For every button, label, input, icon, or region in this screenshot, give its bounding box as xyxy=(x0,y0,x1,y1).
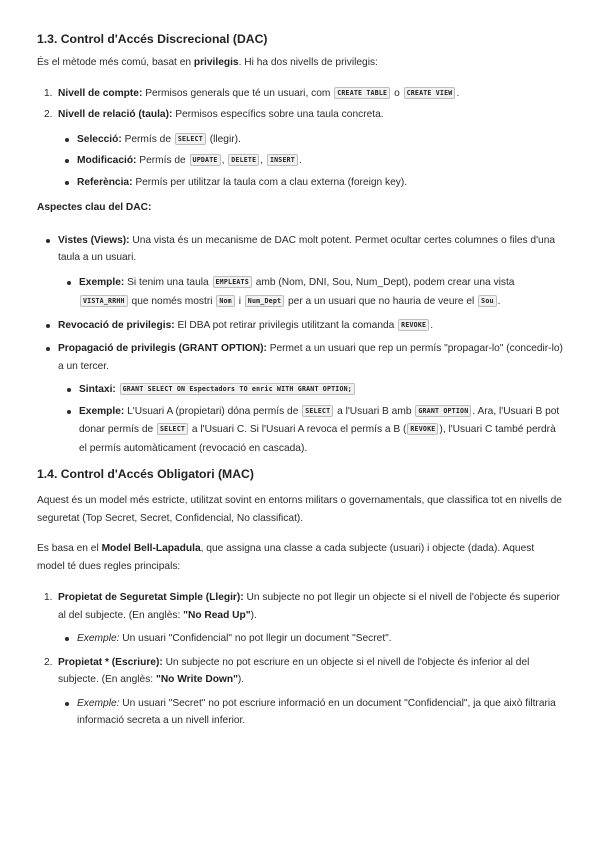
rule-tag: "No Write Down" xyxy=(155,674,238,685)
example-label: Exemple: xyxy=(77,697,120,709)
rule-example-list xyxy=(56,630,564,648)
code-nom: Nom xyxy=(216,295,235,307)
item-text: per a un usuari que no hauria de veure el xyxy=(285,295,478,307)
item-text: Una vista és un mecanisme de DAC molt potent. Permet ocultar certes columnes o files d'una taula a un usuari. xyxy=(58,234,556,263)
bullet-icon xyxy=(46,239,50,243)
list-item xyxy=(37,85,564,103)
dac-intro-text-c: . Hi ha dos nivells de privilegis: xyxy=(238,57,378,68)
item-text: a l'Usuari B amb xyxy=(334,405,415,417)
mac-paragraph-2 xyxy=(37,540,564,575)
item-text: . xyxy=(497,295,501,307)
item-text: El DBA pot retirar privilegis utilitzant la comanda xyxy=(174,319,398,331)
item-label: Vistes (Views): xyxy=(58,234,130,246)
code-create-table: CREATE TABLE xyxy=(334,87,390,99)
list-item xyxy=(58,381,564,399)
dac-aspects-list xyxy=(37,232,564,459)
item-text: ), l'Usuari C també perdrà el permís automàticament (revocació en cascada). xyxy=(79,424,556,454)
list-item xyxy=(37,340,564,458)
item-text: . xyxy=(430,319,434,331)
item-label: Nivell de relació (taula): xyxy=(58,109,173,120)
list-number: 1. xyxy=(44,592,53,603)
item-label: Referència: xyxy=(77,176,133,188)
code-grant-syntax: GRANT SELECT ON Espectadors TO enric WITH GRANT OPTION; xyxy=(120,383,355,395)
mac-rules-list xyxy=(37,589,564,730)
bullet-icon xyxy=(65,138,69,142)
item-text: Un subjecte no pot llegir un objecte si el nivell de l'objecte és superior al del subjecte. (En anglès: xyxy=(58,592,560,621)
item-text: Un subjecte no pot escriure en un objecte si el nivell de l'objecte és inferior al del subjecte. (En anglès: xyxy=(58,656,530,685)
list-number: 2. xyxy=(44,109,53,120)
item-text: . xyxy=(456,87,460,99)
code-create-view: CREATE VIEW xyxy=(404,87,456,99)
bullet-icon xyxy=(46,324,50,328)
list-item xyxy=(56,152,564,170)
bullet-icon xyxy=(67,410,71,414)
privilege-levels-list xyxy=(37,85,564,192)
mac-paragraph-1: Aquest és un model més estricte, utilitzat sovint en entorns militars o governamentals, que classifica tot en nivells de seguretat (Top Secret, Secret, Confidencial, No classificat). xyxy=(37,495,562,524)
item-text: . Ara, l'Usuari B pot donar permís de xyxy=(79,405,560,435)
code-revoke: REVOKE xyxy=(407,423,438,435)
list-item xyxy=(56,131,564,149)
list-number: 2. xyxy=(44,656,53,668)
code-select: SELECT xyxy=(157,423,188,435)
item-text: , xyxy=(221,155,228,166)
code-select: SELECT xyxy=(302,405,333,417)
code-num-dept: Num_Dept xyxy=(245,295,284,307)
propagation-sublist xyxy=(58,381,564,458)
code-delete: DELETE xyxy=(228,154,259,166)
item-label: Modificació: xyxy=(77,155,137,166)
item-label: Propietat * (Escriure): xyxy=(58,656,163,668)
item-text: Permet a un usuari que rep un permís "propagar-lo" (concedir-lo) a un tercer. xyxy=(58,343,563,372)
code-insert: INSERT xyxy=(267,154,298,166)
mac-p2-text-a: Es basa en el xyxy=(37,543,102,554)
item-text: Permís de xyxy=(136,155,189,166)
item-label: Propietat de Seguretat Simple (Llegir): xyxy=(58,592,244,603)
item-text: Un usuari "Confidencial" no pot llegir un document "Secret". xyxy=(119,633,392,644)
dac-intro-text-a: És el mètode més comú, basat en xyxy=(37,57,194,68)
code-update: UPDATE xyxy=(190,154,221,166)
bullet-icon xyxy=(67,281,71,285)
item-text: (llegir). xyxy=(206,133,241,145)
item-text: Permís per utilitzar la taula com a clau externa (foreign key). xyxy=(132,176,408,188)
aspects-title: Aspectes clau del DAC: xyxy=(37,202,152,213)
item-label: Exemple: xyxy=(79,405,125,417)
item-text: i xyxy=(235,295,244,307)
aspects-heading xyxy=(37,199,564,217)
dac-intro-bold: privilegis xyxy=(193,57,239,68)
item-text: ). xyxy=(237,674,245,685)
item-text: o xyxy=(391,87,403,99)
section-heading-dac: 1.3. Control d'Accés Discrecional (DAC) xyxy=(37,32,268,46)
example-label: Exemple: xyxy=(77,633,120,644)
relation-privileges-list xyxy=(56,131,564,192)
item-text: Permisos generals que té un usuari, com xyxy=(142,87,334,99)
code-revoke: REVOKE xyxy=(398,319,429,331)
list-item xyxy=(56,630,564,648)
list-item xyxy=(58,403,564,459)
item-label: Revocació de privilegis: xyxy=(58,319,175,331)
list-item xyxy=(37,106,564,191)
item-text: , xyxy=(260,155,266,166)
list-item xyxy=(56,695,564,730)
bullet-icon xyxy=(65,637,69,641)
item-text: Si tenim una taula xyxy=(124,276,212,288)
mac-p2-bold: Model Bell-Lapadula xyxy=(101,543,201,554)
list-item xyxy=(37,589,564,648)
code-select: SELECT xyxy=(175,133,206,145)
rule-tag: "No Read Up" xyxy=(183,609,251,621)
code-empleats: EMPLEATS xyxy=(213,276,252,288)
item-label: Exemple: xyxy=(79,276,125,288)
item-text: Permisos específics sobre una taula concreta. xyxy=(172,109,384,120)
bullet-icon xyxy=(65,181,69,185)
item-label: Nivell de compte: xyxy=(58,87,143,99)
views-sublist xyxy=(58,273,564,311)
code-sou: Sou xyxy=(478,295,497,307)
rule-example-list xyxy=(56,695,564,730)
item-text: que només mostri xyxy=(128,295,216,307)
bullet-icon xyxy=(65,702,69,706)
bullet-icon xyxy=(65,159,69,163)
item-text: Permís de xyxy=(121,133,174,145)
list-item xyxy=(56,174,564,192)
item-label: Selecció: xyxy=(77,133,122,145)
list-item xyxy=(58,273,564,311)
bullet-icon xyxy=(46,347,50,351)
section-heading-mac: 1.4. Control d'Accés Obligatori (MAC) xyxy=(37,467,254,481)
list-number: 1. xyxy=(44,87,53,99)
item-label: Sintaxi: xyxy=(79,384,116,395)
list-item xyxy=(37,654,564,730)
item-text: amb (Nom, DNI, Sou, Num_Dept), podem crear una vista xyxy=(252,276,515,288)
item-text: L'Usuari A (propietari) dóna permís de xyxy=(124,405,302,417)
mac-p2-text-c: , que assigna una classe a cada subjecte (usuari) i objecte (dada). Aquest model té dues regles principals: xyxy=(37,543,535,572)
list-item xyxy=(37,317,564,335)
code-grant-option: GRANT OPTION xyxy=(415,405,471,417)
item-label: Propagació de privilegis (GRANT OPTION): xyxy=(58,343,267,354)
dac-intro xyxy=(37,54,564,72)
item-text: Un usuari "Secret" no pot escriure informació en un document "Confidencial", ja que això filtraria informació secreta a un nivell inferior. xyxy=(77,697,556,726)
item-text: ). xyxy=(250,609,257,621)
bullet-icon xyxy=(67,388,71,392)
code-vista-rrhh: VISTA_RRHH xyxy=(80,295,128,307)
item-text: a l'Usuari C. Si l'Usuari A revoca el permís a B ( xyxy=(189,424,407,435)
item-text: . xyxy=(298,155,302,166)
list-item xyxy=(37,232,564,311)
